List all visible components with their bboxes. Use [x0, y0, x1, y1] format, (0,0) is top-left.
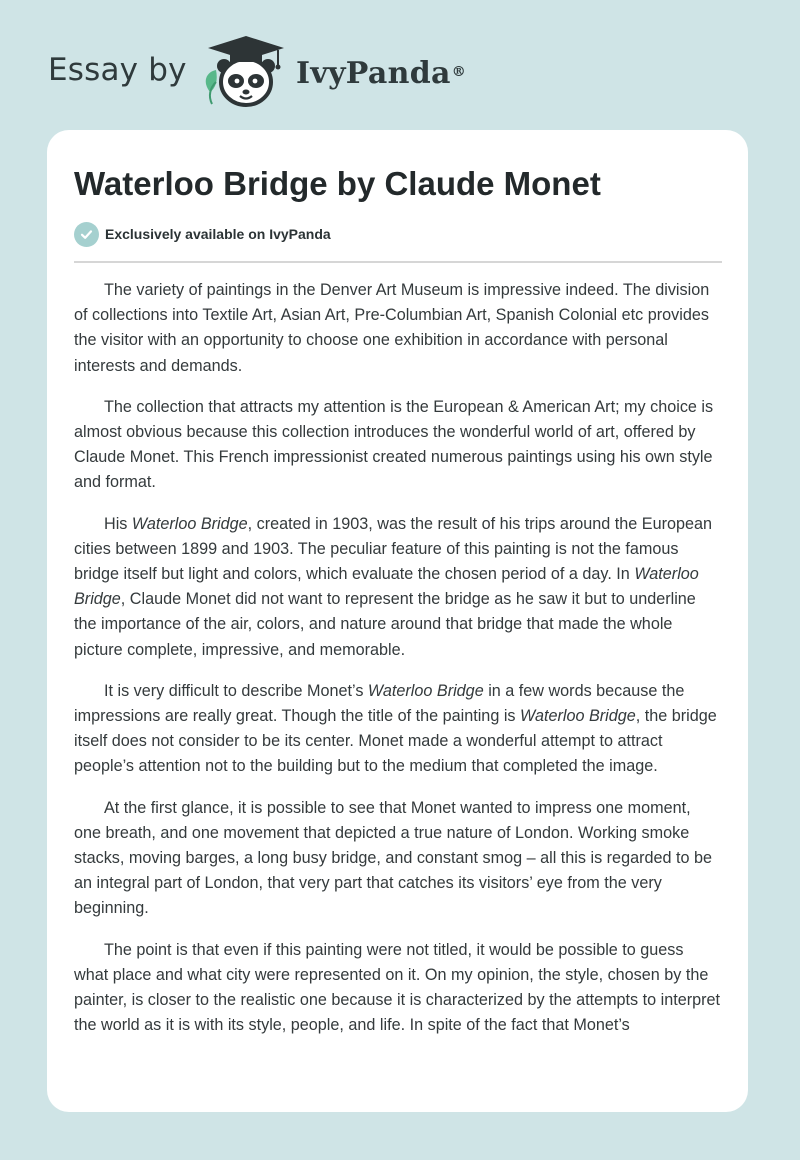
italic-title-text: Waterloo Bridge [367, 681, 484, 700]
checkmark-icon [74, 222, 99, 247]
paragraph-text: , Claude Monet did not want to represent the bridge as he saw it but to underline the importance of the air, colors, and nature around that bridge that made the whole picture complete, impressive, and memorable. [74, 590, 696, 659]
essay-paragraph [74, 278, 722, 379]
panda-graduate-logo-icon[interactable] [198, 32, 294, 112]
exclusive-badge-label: Exclusively available on IvyPanda [105, 226, 331, 242]
essay-body [74, 278, 722, 1054]
registered-mark: ® [451, 64, 467, 80]
site-header [0, 0, 800, 125]
essay-paragraph [74, 796, 722, 922]
brand-name-text: IvyPanda [296, 56, 451, 91]
paragraph-text: At the first glance, it is possible to see that Monet wanted to impress one moment, one breath, and one movement that depicted a true nature of London. Working smoke stacks, moving barges, a long busy bridge, and constant smog – all this is regarded to be an integral part of London, that very part that catches its visitors’ eye from the very beginning. [74, 798, 712, 918]
essay-paragraph [74, 938, 722, 1039]
italic-title-text: Waterloo Bridge [74, 565, 699, 609]
paragraph-text: His [104, 514, 132, 533]
paragraph-text: The collection that attracts my attention is the European & American Art; my choice is almost obvious because this collection introduces the wonderful world of art, offered by Claude Monet. This French impressionist created numerous paintings using his own style and format. [74, 397, 714, 492]
title-divider [74, 261, 722, 263]
page-title: Waterloo Bridge by Claude Monet [74, 165, 601, 202]
paragraph-text: It is very difficult to describe Monet’s [104, 681, 368, 700]
paragraph-text: The variety of paintings in the Denver Art Museum is impressive indeed. The division of collections into Textile Art, Asian Art, Pre-Columbian Art, Spanish Colonial etc provides the visitor with an opportunity to choose one exhibition in accordance with personal interests and demands. [74, 281, 710, 375]
paragraph-text: , the bridge itself does not consider to be its center. Monet made a wonderful attempt to attract people’s attention not to the building but to the medium that completed the image. [74, 707, 717, 776]
paragraph-text: , created in 1903, was the result of his trips around the European cities between 1899 and 1903. The peculiar feature of this painting is not the famous bridge itself but light and colors, which evaluate the chosen period of a day. In [74, 514, 712, 584]
exclusive-badge [74, 221, 331, 247]
essay-card [47, 130, 748, 1112]
paragraph-text: The point is that even if this painting were not titled, it would be possible to guess what place and what city were represented on it. On my opinion, the style, chosen by the painter, is closer to the realistic one because it is characterized by the attempts to interpret the world as it is with its style, people, and life. In spite of the fact that Monet’s [74, 940, 721, 1035]
essay-paragraph [74, 512, 722, 663]
italic-title-text: Waterloo Bridge [131, 514, 248, 533]
brand-name[interactable] [296, 54, 466, 94]
essay-paragraph [74, 395, 722, 496]
paragraph-text: in a few words because the impressions are really great. Though the title of the painting is [74, 681, 685, 726]
italic-title-text: Waterloo Bridge [520, 707, 636, 726]
essay-paragraph [74, 679, 722, 780]
essay-by-label: Essay by [48, 52, 187, 88]
